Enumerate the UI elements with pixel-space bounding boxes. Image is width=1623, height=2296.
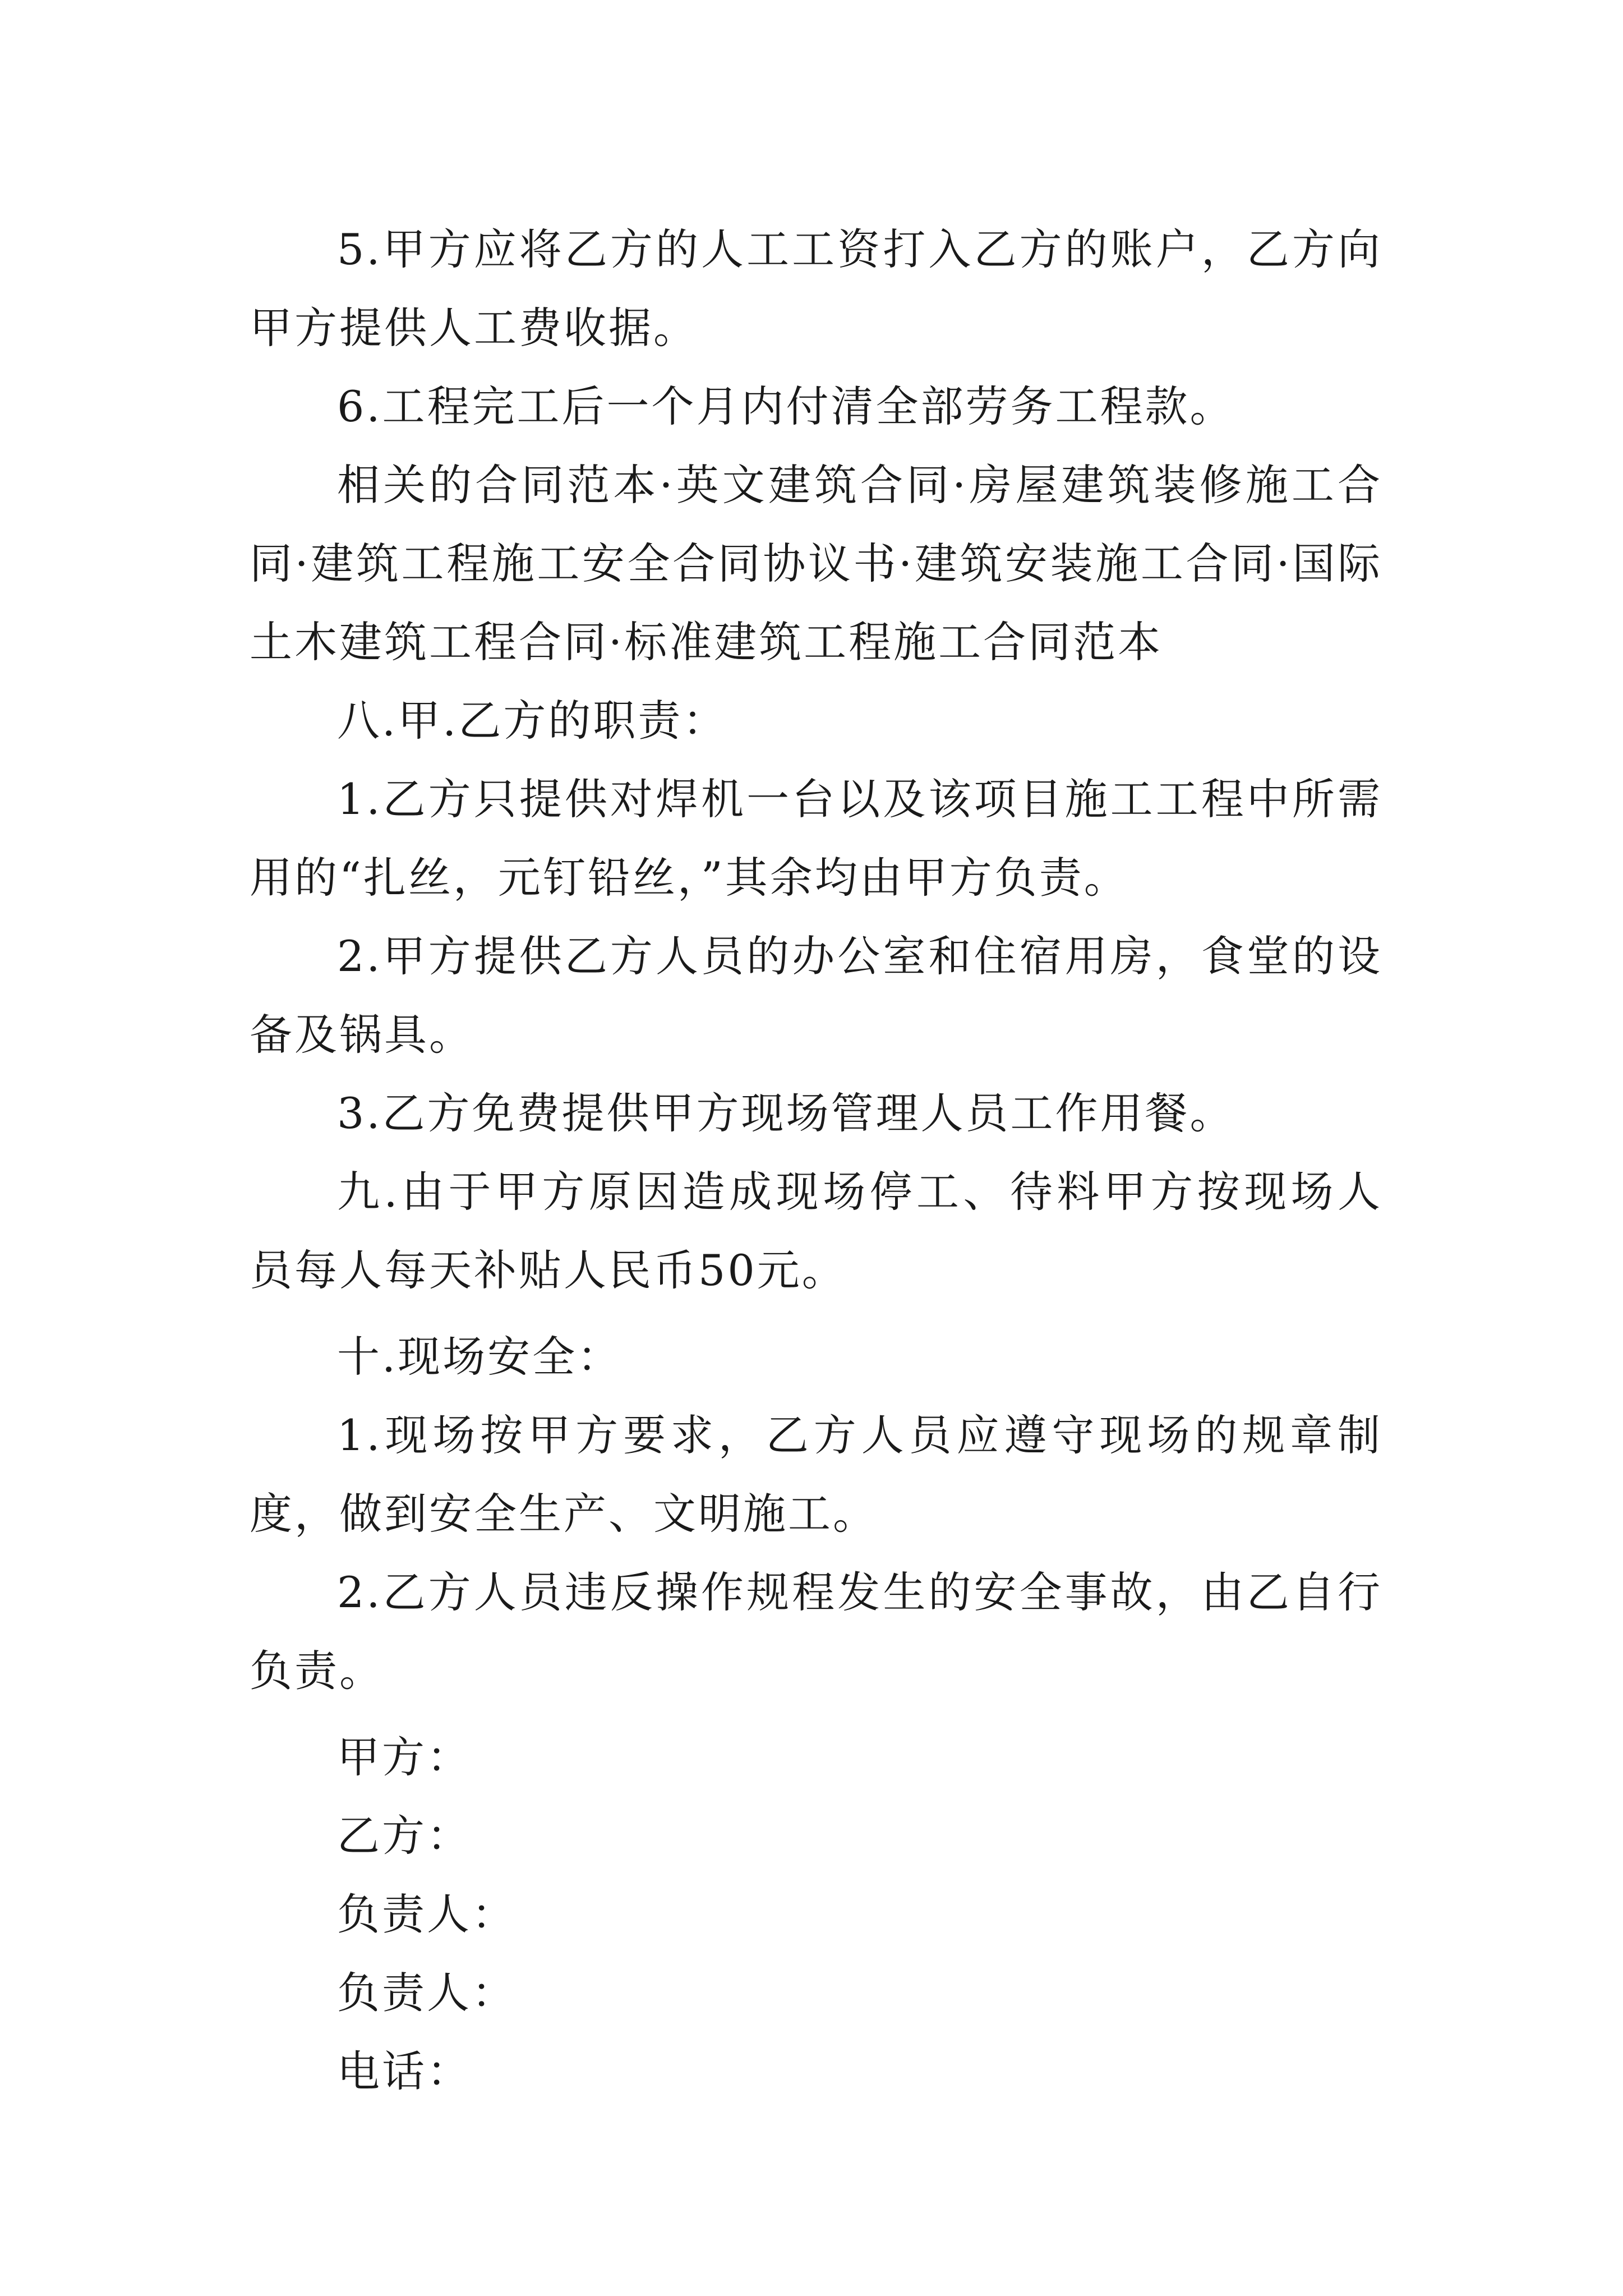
document-body xyxy=(250,210,1382,2111)
section-8-item-2: 2.甲方提供乙方人员的办公室和住宿用房，食堂的设备及锅具。 xyxy=(250,931,1382,1060)
section-10-item-2: 2.乙方人员违反操作规程发生的安全事故，由乙自行负责。 xyxy=(250,1567,1382,1696)
section-8-heading: 八.甲.乙方的职责： xyxy=(337,696,728,746)
phone-label: 电话： xyxy=(337,2046,472,2096)
party-b-label: 乙方： xyxy=(337,1811,472,1861)
section-10-item-1: 1.现场按甲方要求，乙方人员应遵守现场的规章制度，做到安全生产、文明施工。 xyxy=(250,1410,1382,1539)
signature-block xyxy=(250,1718,1382,2111)
related-contract-templates: 相关的合同范本·英文建筑合同·房屋建筑装修施工合同·建筑工程施工安全合同协议书·建筑安装施工合同·国际土木建筑工程合同·标准建筑工程施工合同范本 xyxy=(250,460,1382,667)
responsible-person-label-2: 负责人： xyxy=(337,1968,517,2018)
party-a-label: 甲方： xyxy=(337,1732,472,1782)
clause-5-wage-payment: 5.甲方应将乙方的人工工资打入乙方的账户，乙方向甲方提供人工费收据。 xyxy=(250,224,1382,353)
section-8-item-3: 3.乙方免费提供甲方现场管理人员工作用餐。 xyxy=(337,1088,1235,1138)
responsible-person-label-1: 负责人： xyxy=(337,1889,517,1939)
section-9-subsidy: 九.由于甲方原因造成现场停工、待料甲方按现场人员每人每天补贴人民币50元。 xyxy=(250,1167,1382,1295)
section-10-heading: 十.现场安全： xyxy=(337,1332,623,1382)
section-8-item-1: 1.乙方只提供对焊机一台以及该项目施工工程中所需用的“扎丝，元钉铅丝，”其余均由甲方负责。 xyxy=(250,774,1382,903)
clause-6-final-payment: 6.工程完工后一个月内付清全部劳务工程款。 xyxy=(337,381,1235,431)
